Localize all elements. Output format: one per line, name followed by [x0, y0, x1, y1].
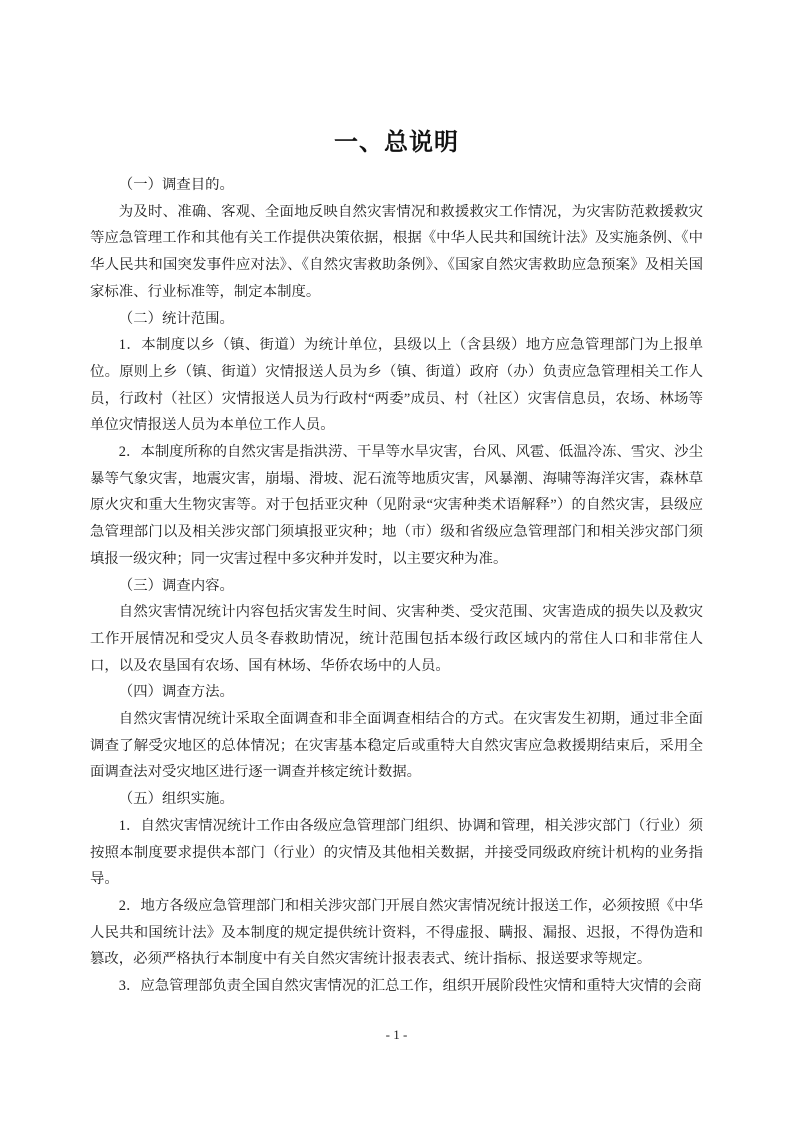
page-title: 一、总说明 — [334, 129, 459, 156]
document-content — [90, 126, 703, 1000]
paragraph: （一）调查目的。 — [118, 177, 234, 193]
paragraph: （二）统计范围。 — [118, 310, 234, 327]
paragraph: （三）调查内容。 — [118, 577, 234, 594]
paragraph: 1．本制度以乡（镇、街道）为统计单位，县级以上（含县级）地方应急管理部门为上报单位。原则上乡（镇、街道）灾情报送人员为乡（镇、街道）政府（办）负责应急管理相关工作人员，行政村（社区）灾情报送人员为行政村“两委”成员、村（社区）灾害信息员，农场、林场等单位灾情报送人员为本单位工作人员。 — [90, 337, 703, 434]
paragraph: （五）组织实施。 — [118, 791, 234, 808]
paragraph: 1．自然灾害情况统计工作由各级应急管理部门组织、协调和管理，相关涉灾部门（行业）须按照本制度要求提供本部门（行业）的灾情及其他相关数据，并接受同级政府统计机构的业务指导。 — [90, 817, 703, 888]
document-body — [90, 172, 703, 1000]
paragraph: （四）调查方法。 — [118, 684, 234, 701]
paragraph: 自然灾害情况统计内容包括灾害发生时间、灾害种类、受灾范围、灾害造成的损失以及救灾工作开展情况和受灾人员冬春救助情况，统计范围包括本级行政区域内的常住人口和非常住人口，以及农垦国有农场、国有林场、华侨农场中的人员。 — [90, 604, 703, 674]
paragraph: 2．本制度所称的自然灾害是指洪涝、干旱等水旱灾害，台风、风雹、低温冷冻、雪灾、沙尘暴等气象灾害，地震灾害，崩塌、滑坡、泥石流等地质灾害，风暴潮、海啸等海洋灾害，森林草原火灾和重大生物灾害等。对于包括亚灾种（见附录“灾害种类术语解释”）的自然灾害，县级应急管理部门以及相关涉灾部门须填报亚灾种；地（市）级和省级应急管理部门和相关涉灾部门须填报一级灾种；同一灾害过程中多灾种并发时，以主要灾种为准。 — [90, 444, 703, 567]
page-number: - 1 - — [385, 1027, 408, 1042]
paragraph: 为及时、准确、客观、全面地反映自然灾害情况和救援救灾工作情况，为灾害防范救援救灾等应急管理工作和其他有关工作提供决策依据，根据《中华人民共和国统计法》及实施条例、《中华人民共和国突发事件应对法》、《自然灾害救助条例》、《国家自然灾害救助应急预案》及相关国家标准、行业标准等，制定本制度。 — [90, 203, 703, 300]
paragraph: 2．地方各级应急管理部门和相关涉灾部门开展自然灾害情况统计报送工作，必须按照《中华人民共和国统计法》及本制度的规定提供统计资料，不得虚报、瞒报、漏报、迟报，不得伪造和篡改，必须严格执行本制度中有关自然灾害统计报表表式、统计指标、报送要求等规定。 — [90, 897, 703, 968]
paragraph: 3．应急管理部负责全国自然灾害情况的汇总工作，组织开展阶段性灾情和重特大灾情的会商 — [118, 978, 702, 995]
paragraph: 自然灾害情况统计采取全面调查和非全面调查相结合的方式。在灾害发生初期，通过非全面调查了解受灾地区的总体情况；在灾害基本稳定后或重特大自然灾害应急救援期结束后，采用全面调查法对受灾地区进行逐一调查并核定统计数据。 — [90, 711, 703, 781]
